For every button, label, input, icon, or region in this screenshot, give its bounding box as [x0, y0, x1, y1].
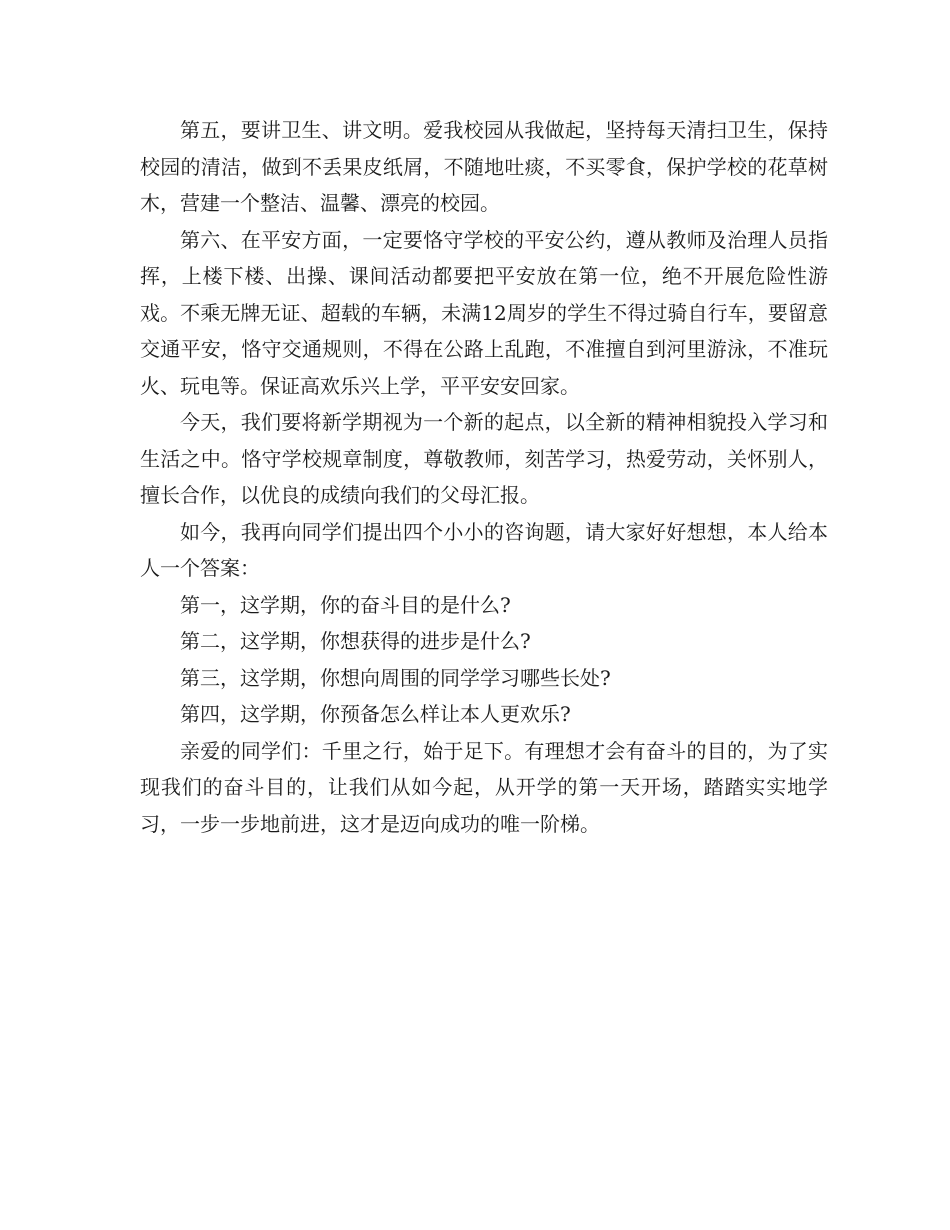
- paragraph-question-4: 第四，这学期，你预备怎么样让本人更欢乐?: [180, 702, 571, 726]
- document-body: [140, 112, 828, 842]
- paragraph-closing: 亲爱的同学们：千里之行，始于足下。有理想才会有奋斗的目的，为了实现我们的奋斗目的，让我们从如今起，从开学的第一天开场，踏踏实实地学习，一步一步地前进，这才是迈向成功的唯一阶梯。: [140, 738, 828, 836]
- paragraph-hygiene: 第五，要讲卫生、讲文明。爱我校园从我做起，坚持每天清扫卫生，保持校园的清洁，做到不丢果皮纸屑，不随地吐痰，不买零食，保护学校的花草树木，营建一个整洁、温馨、漂亮的校园。: [140, 118, 828, 215]
- paragraph-new-semester: 今天，我们要将新学期视为一个新的起点，以全新的精神相貌投入学习和生活之中。恪守学校规章制度，尊敬教师，刻苦学习，热爱劳动，关怀别人，擅长合作，以优良的成绩向我们的父母汇报。: [140, 410, 828, 507]
- paragraph-questions-intro: 如今，我再向同学们提出四个小小的咨询题，请大家好好想想，本人给本人一个答案：: [140, 519, 828, 580]
- paragraph-question-1: 第一，这学期，你的奋斗目的是什么?: [180, 592, 511, 617]
- paragraph-question-3: 第三，这学期，你想向周围的同学学习哪些长处?: [180, 665, 611, 690]
- paragraph-safety: 第六、在平安方面，一定要恪守学校的平安公约，遵从教师及治理人员指挥，上楼下楼、出操、课间活动都要把平安放在第一位，绝不开展危险性游戏。不乘无牌无证、超载的车辆，未满12周岁的学生不得过骑自行车，要留意交通平安，恪守交通规则，不得在公路上乱跑，不准擅自到河里游泳，不准玩火、玩电等。保证高欢乐兴上学，平平安安回家。: [140, 227, 828, 398]
- paragraph-question-2: 第二，这学期，你想获得的进步是什么?: [180, 629, 531, 653]
